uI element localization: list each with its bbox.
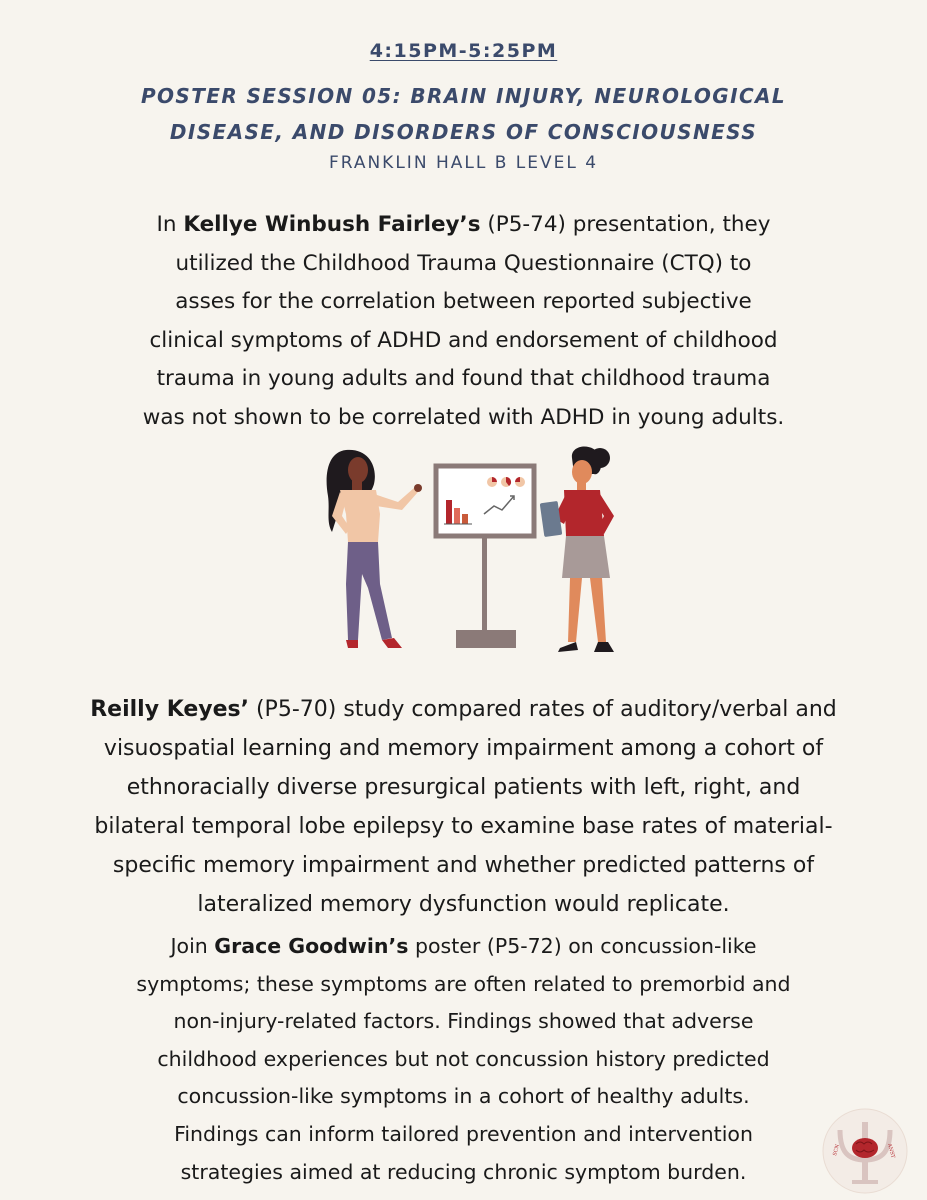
- paragraph-line: bilateral temporal lobe epilepsy to examine base rates of material-: [94, 814, 833, 839]
- paragraph-line: lateralized memory dysfunction would replicate.: [197, 892, 730, 917]
- session-title-line1: POSTER SESSION 05: BRAIN INJURY, NEUROLOGICAL: [140, 84, 787, 108]
- paragraph-text: (P5-70) study compared rates of auditory/verbal and: [248, 697, 837, 722]
- paragraph-line: symptoms; these symptoms are often related to premorbid and: [136, 971, 791, 996]
- session-title: [0, 78, 927, 150]
- paragraph-text: poster (P5-72) on concussion-like: [408, 934, 757, 958]
- logo-text-left: SCN: [832, 1143, 841, 1157]
- paragraph-line: concussion-like symptoms in a cohort of healthy adults.: [177, 1084, 750, 1109]
- listener-woman-figure: [540, 446, 614, 652]
- paragraph-line: strategies aimed at reducing chronic symptom burden.: [180, 1159, 747, 1184]
- society-logo: [822, 1108, 908, 1194]
- paragraph-line: visuospatial learning and memory impairment among a cohort of: [103, 736, 824, 761]
- paragraph-line: ethnoracially diverse presurgical patients with left, right, and: [126, 775, 801, 800]
- session-location: FRANKLIN HALL B LEVEL 4: [328, 153, 599, 173]
- paragraph-line: [0, 928, 927, 966]
- logo-text-right: ANST: [886, 1142, 896, 1159]
- paragraph-line: clinical symptoms of ADHD and endorsement of childhood: [149, 327, 778, 353]
- fairley-paragraph: [0, 206, 927, 438]
- presenter-name: Kellye Winbush Fairley’s: [183, 212, 481, 237]
- paragraph-line: utilized the Childhood Trauma Questionnaire (CTQ) to: [175, 250, 752, 276]
- keyes-paragraph: [0, 690, 927, 924]
- paragraph-lead: In: [156, 212, 184, 237]
- paragraph-line: was not shown to be correlated with ADHD in young adults.: [142, 404, 785, 430]
- paragraph-text: (P5-74) presentation, they: [480, 212, 771, 237]
- presenter-name: Reilly Keyes’: [90, 697, 249, 722]
- goodwin-paragraph: [0, 928, 927, 1191]
- paragraph-line: asses for the correlation between reported subjective: [175, 289, 752, 315]
- paragraph-line: [0, 690, 927, 729]
- presentation-board: [436, 466, 534, 648]
- presenter-woman-figure: [327, 450, 422, 648]
- paragraph-line: [0, 206, 927, 245]
- presenter-name: Grace Goodwin’s: [214, 934, 409, 958]
- paragraph-line: specific memory impairment and whether predicted patterns of: [112, 853, 815, 878]
- session-time: 4:15PM-5:25PM: [369, 40, 558, 62]
- paragraph-line: Findings can inform tailored prevention and intervention: [174, 1121, 753, 1146]
- poster-presentation-illustration: [318, 444, 624, 656]
- paragraph-line: childhood experiences but not concussion history predicted: [157, 1046, 770, 1071]
- session-title-line2: DISEASE, AND DISORDERS OF CONSCIOUSNESS: [169, 120, 758, 144]
- paragraph-line: non-injury-related factors. Findings showed that adverse: [173, 1009, 754, 1034]
- paragraph-lead: Join: [170, 934, 215, 958]
- paragraph-line: trauma in young adults and found that childhood trauma: [156, 366, 771, 392]
